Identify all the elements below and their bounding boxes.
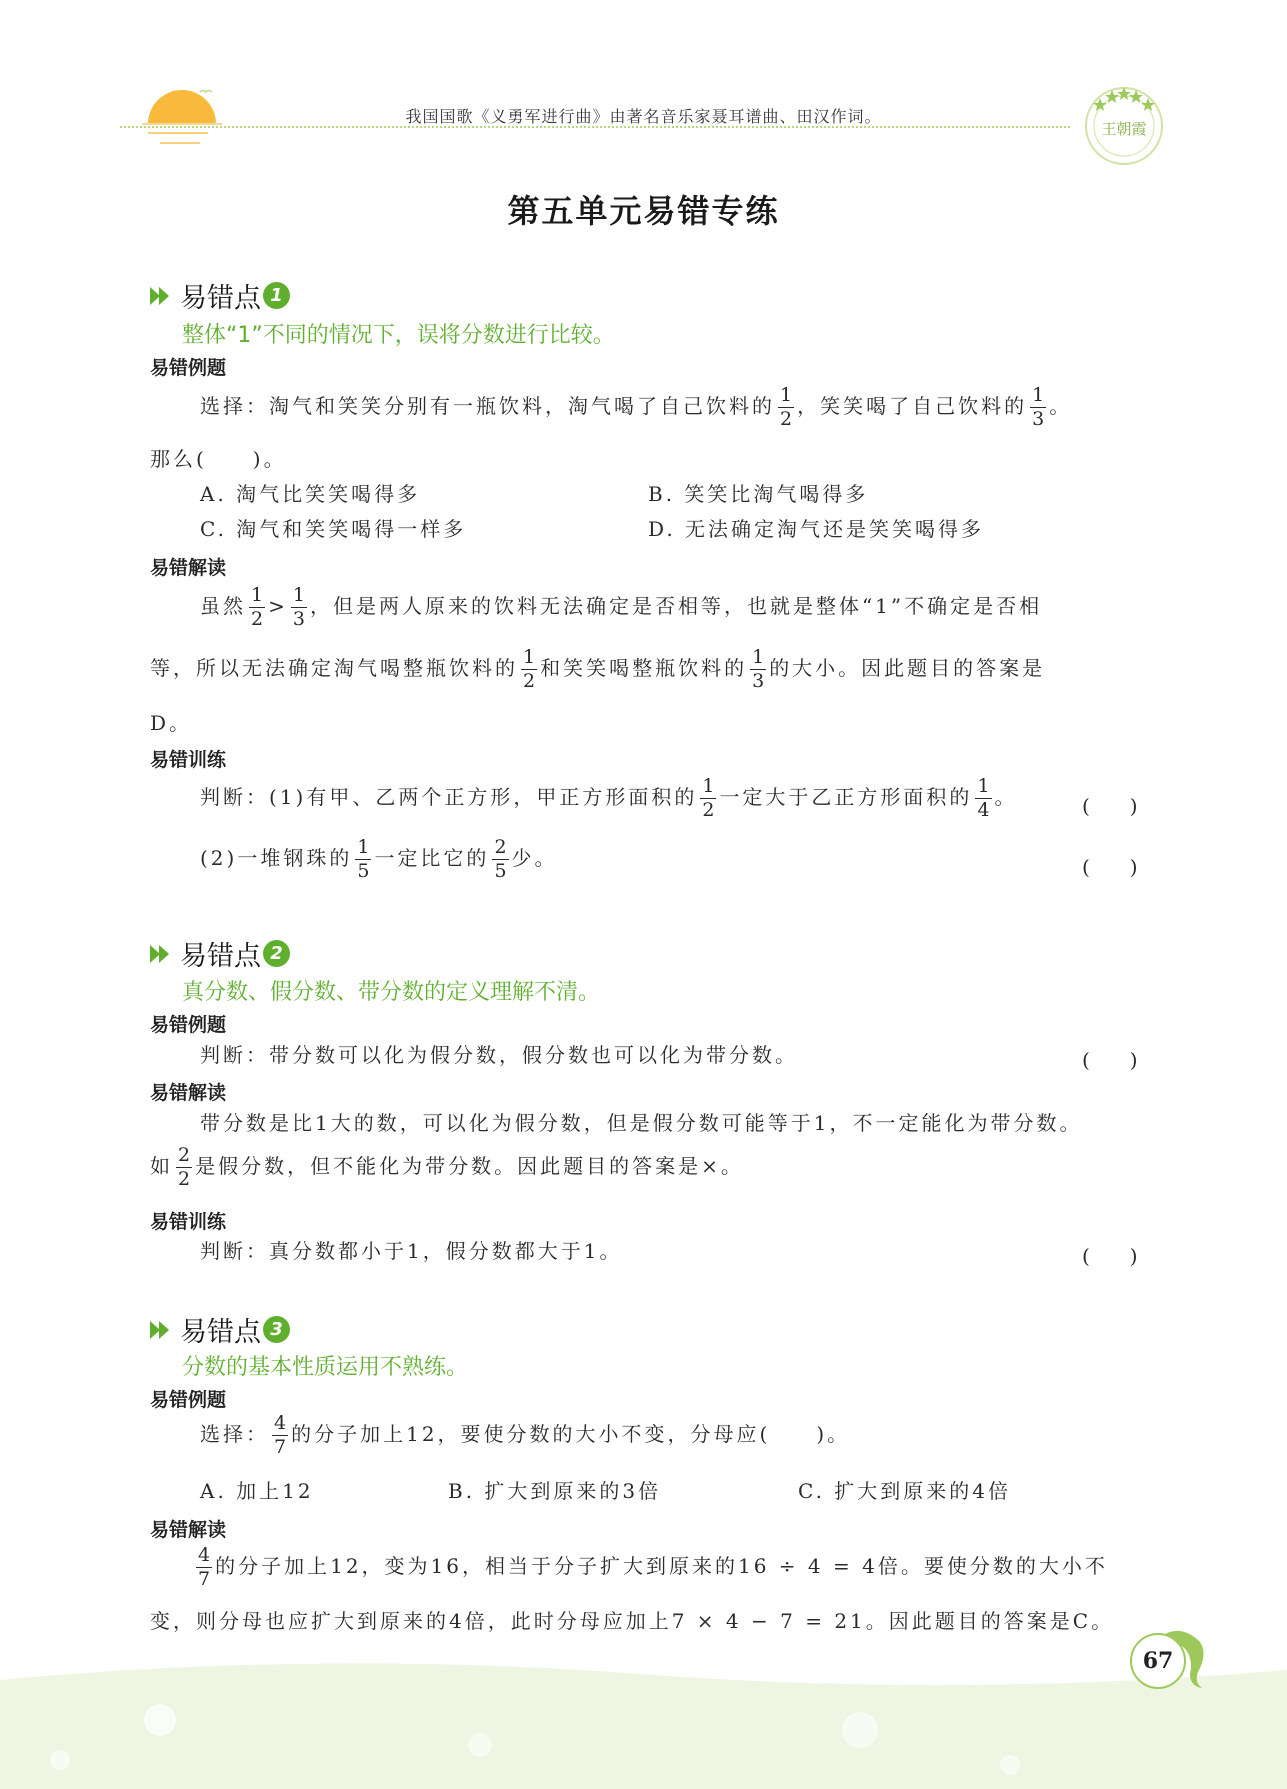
option-d: D. 无法确定淘气还是笑笑喝得多: [648, 517, 985, 541]
reading-2-line-2: 如 $\frac{2}{2}$ 是假分数，但不能化为带分数。因此题目的答案是×。: [150, 1144, 744, 1190]
example-3-question: 选择： $\frac{4}{7}$ 的分子加上12，要使分数的大小不变，分母应( )。: [200, 1412, 851, 1458]
fraction: $\frac{1}{2}$: [780, 384, 793, 430]
section-2-title: 易错点: [180, 941, 261, 972]
section-2-heading: [148, 934, 290, 973]
example-label: 易错例题: [150, 1014, 227, 1036]
answer-blank[interactable]: ( ): [1082, 1244, 1138, 1268]
reading-label: 易错解读: [150, 1082, 227, 1104]
training-label: 易错训练: [150, 749, 227, 771]
reading-3-line-2: 变，则分母也应扩大到原来的4倍，此时分母应加上7 × 4 − 7 = 21。因此题目的答案是C。: [150, 1609, 1115, 1633]
footer-background: [0, 1650, 1287, 1789]
section-1-number: 1: [263, 282, 290, 309]
section-1-title: 易错点: [180, 283, 261, 314]
double-arrow-icon: [148, 942, 172, 966]
example-label: 易错例题: [150, 1389, 227, 1411]
training-1-q2: (2)一堆钢珠的 $\frac{1}{5}$ 一定比它的 $\frac{2}{5}$ 少。: [200, 836, 558, 882]
section-3-subtitle: 分数的基本性质运用不熟练。: [182, 1355, 469, 1380]
header-quote: 我国国歌《义勇军进行曲》由著名音乐家聂耳谱曲、田汉作词。: [405, 107, 882, 126]
section-3-number: 3: [263, 1316, 290, 1343]
section-1-heading: [148, 276, 290, 315]
training-1-q1: 判断：(1)有甲、乙两个正方形，甲正方形面积的 $\frac{1}{2}$ 一定大于乙正方形面积的 $\frac{1}{4}$ 。: [200, 775, 1018, 821]
svg-text:王朝霞: 王朝霞: [1101, 120, 1147, 138]
section-3-title: 易错点: [180, 1317, 261, 1348]
reading-label: 易错解读: [150, 557, 227, 579]
answer-blank[interactable]: ( ): [1082, 855, 1138, 879]
option-b: B. 笑笑比淘气喝得多: [648, 482, 869, 506]
reading-1-line-2: 等，所以无法确定淘气喝整瓶饮料的 $\frac{1}{2}$ 和笑笑喝整瓶饮料的 $\frac{1}{3}$ 的大小。因此题目的答案是: [150, 646, 1046, 692]
page-title: 第五单元易错专练: [507, 192, 780, 230]
section-1-subtitle: 整体“1”不同的情况下，误将分数进行比较。: [182, 323, 615, 348]
section-2-subtitle: 真分数、假分数、带分数的定义理解不清。: [182, 980, 601, 1005]
option-c: C. 淘气和笑笑喝得一样多: [200, 517, 467, 541]
training-2-question: 判断：真分数都小于1，假分数都大于1。: [200, 1239, 623, 1263]
header-underline: [148, 132, 208, 134]
fraction: $\frac{1}{3}$: [1032, 384, 1045, 430]
logo-seal: [1078, 78, 1170, 170]
option-b: B. 扩大到原来的3倍: [448, 1479, 662, 1503]
reading-3-line-1: $\frac{4}{7}$ 的分子加上12，变为16，相当于分子扩大到原来的16 ÷ 4 = 4倍。要使分数的大小不: [198, 1544, 1108, 1590]
training-label: 易错训练: [150, 1211, 227, 1233]
reading-label: 易错解读: [150, 1519, 227, 1541]
header-underline-2: [160, 142, 200, 144]
reading-1-line-1: 虽然 $\frac{1}{2}$ > $\frac{1}{3}$ ，但是两人原来的饮料无法确定是否相等，也就是整体“1”不确定是否相: [200, 584, 1043, 630]
option-c: C. 扩大到原来的4倍: [798, 1479, 1012, 1503]
example-2-question: 判断：带分数可以化为假分数，假分数也可以化为带分数。: [200, 1043, 798, 1067]
double-arrow-icon: [148, 1318, 172, 1342]
answer-blank[interactable]: ( ): [1082, 1048, 1138, 1072]
reading-2-line-1: 带分数是比1大的数，可以化为假分数，但是假分数可能等于1，不一定能化为带分数。: [200, 1111, 1083, 1135]
example-label: 易错例题: [150, 357, 227, 379]
section-3-heading: [148, 1310, 290, 1349]
section-2-number: 2: [263, 940, 290, 967]
reading-1-line-3: D。: [150, 711, 193, 735]
option-a: A. 加上12: [200, 1479, 314, 1503]
example-1-question: 选择：淘气和笑笑分别有一瓶饮料，淘气喝了自己饮料的 $\frac{1}{2}$ ，笑笑喝了自己饮料的 $\frac{1}{3}$ 。: [200, 384, 1073, 430]
double-arrow-icon: [148, 284, 172, 308]
option-a: A. 淘气比笑笑喝得多: [200, 482, 421, 506]
page-number: 67: [1130, 1633, 1186, 1689]
example-1-blank: 那么( )。: [150, 447, 287, 471]
answer-blank[interactable]: ( ): [1082, 794, 1138, 818]
